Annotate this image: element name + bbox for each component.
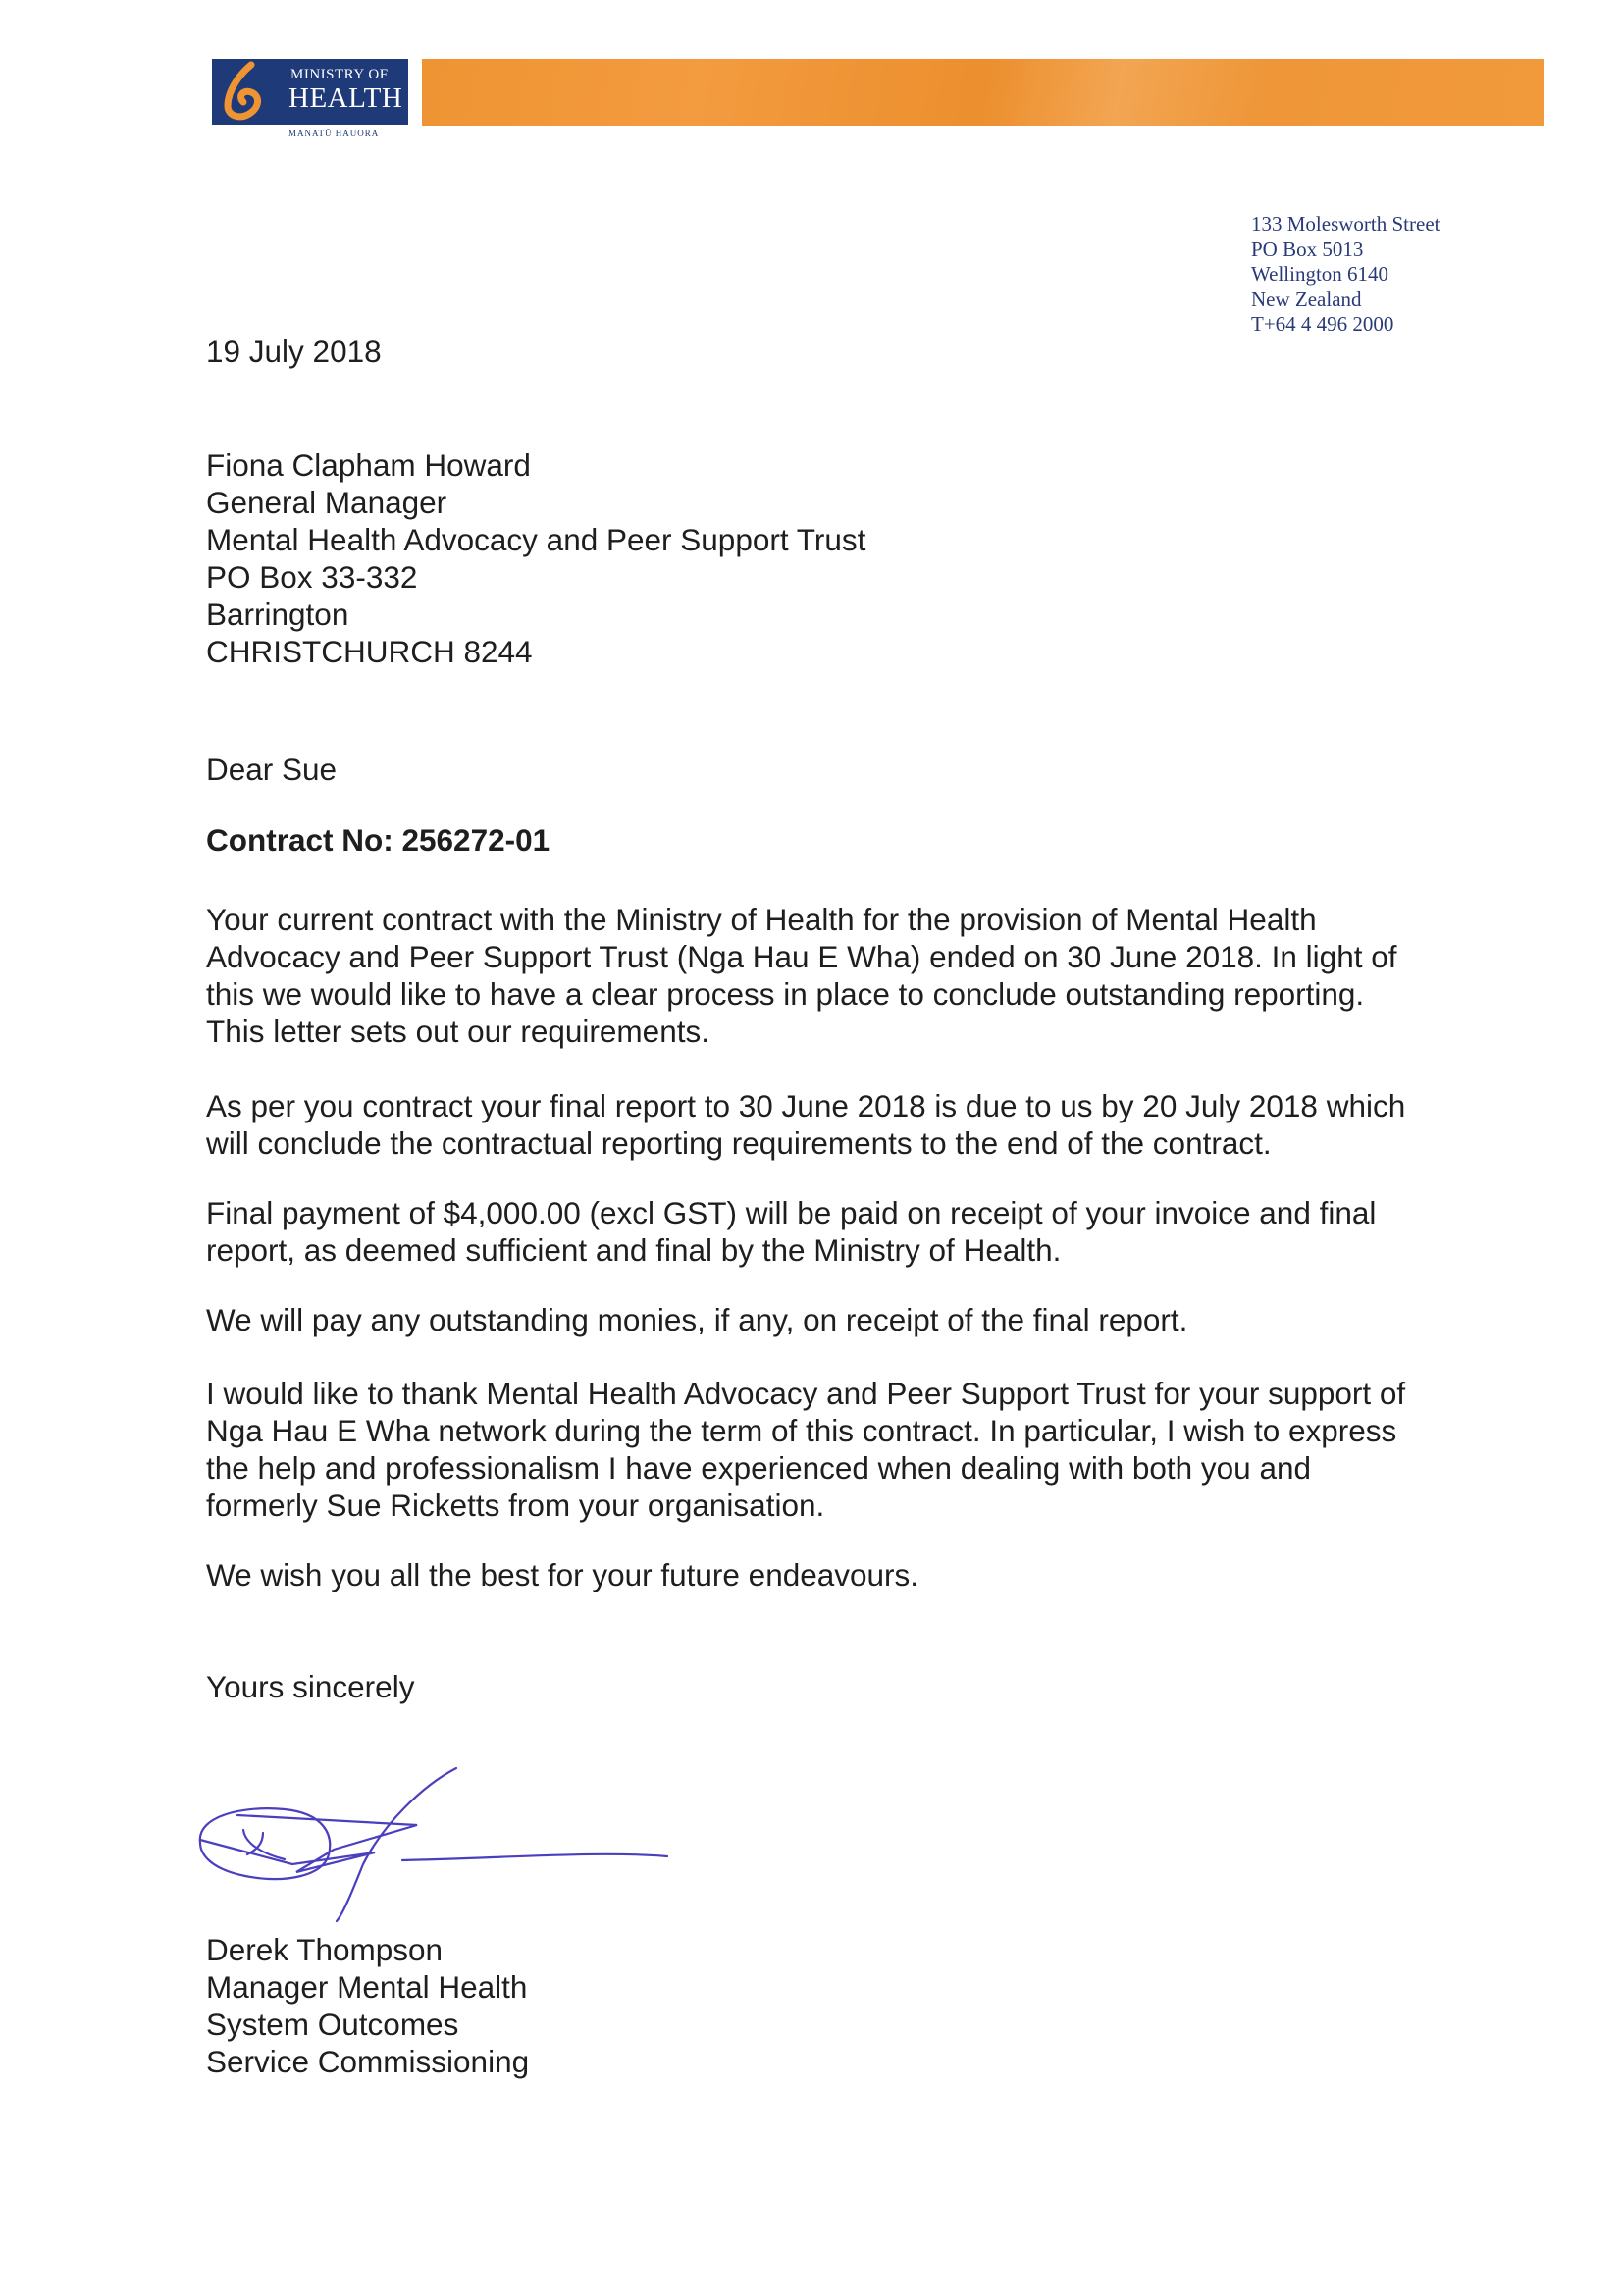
text-line: We will pay any outstanding monies, if any, on receipt of the final report. — [206, 1302, 1188, 1337]
signatory-name: Derek Thompson — [206, 1932, 444, 1967]
address-line: 133 Molesworth Street — [1251, 212, 1440, 235]
signatory-title: Service Commissioning — [206, 2044, 530, 2079]
logo-text-line1: MINISTRY OF — [290, 67, 389, 82]
address-line: PO Box 5013 — [1251, 236, 1364, 261]
text-line: Final payment of $4,000.00 (excl GST) will be paid on receipt of your invoice and final — [206, 1195, 1377, 1230]
recipient-block — [206, 446, 865, 670]
text-line: the help and professionalism I have experienced when dealing with both you and — [206, 1450, 1312, 1486]
sender-address — [1251, 212, 1440, 338]
koru-icon — [218, 61, 288, 122]
signatory-block — [206, 1931, 529, 2080]
paragraph-2 — [206, 1087, 1405, 1162]
ministry-of-health-logo — [212, 59, 408, 125]
text-line: Advocacy and Peer Support Trust (Nga Hau E Wha) ended on 30 June 2018. In light of — [206, 939, 1397, 974]
address-line: Wellington 6140 — [1251, 262, 1389, 286]
letter-date: 19 July 2018 — [206, 334, 382, 369]
closing: Yours sincerely — [206, 1669, 415, 1704]
recipient-line: General Manager — [206, 485, 447, 520]
logo-text-line2: HEALTH — [288, 82, 403, 114]
address-phone: T+64 4 496 2000 — [1251, 312, 1394, 336]
recipient-line: PO Box 33-332 — [206, 559, 418, 595]
text-line: We wish you all the best for your future endeavours. — [206, 1557, 919, 1592]
paragraph-3 — [206, 1194, 1376, 1269]
text-line: I would like to thank Mental Health Advocacy and Peer Support Trust for your support of — [206, 1376, 1406, 1411]
text-line: this we would like to have a clear process in place to conclude outstanding reporting. — [206, 976, 1365, 1012]
text-line: Your current contract with the Ministry of Health for the provision of Mental Health — [206, 902, 1317, 937]
paragraph-5 — [206, 1375, 1405, 1524]
signatory-title: Manager Mental Health — [206, 1969, 528, 2005]
text-line: formerly Sue Ricketts from your organisation. — [206, 1487, 825, 1523]
paragraph-6 — [206, 1556, 918, 1593]
logo-tagline: MANATŪ HAUORA — [288, 129, 380, 138]
recipient-line: Fiona Clapham Howard — [206, 447, 531, 483]
text-line: report, as deemed sufficient and final by the Ministry of Health. — [206, 1232, 1062, 1268]
contract-number: Contract No: 256272-01 — [206, 822, 550, 858]
recipient-line: Barrington — [206, 597, 349, 632]
recipient-line: CHRISTCHURCH 8244 — [206, 634, 533, 669]
letterhead-banner — [422, 59, 1544, 126]
address-line: New Zealand — [1251, 287, 1362, 311]
recipient-line: Mental Health Advocacy and Peer Support Trust — [206, 522, 866, 557]
text-line: Nga Hau E Wha network during the term of this contract. In particular, I wish to express — [206, 1413, 1397, 1448]
signatory-title: System Outcomes — [206, 2007, 459, 2042]
paragraph-1 — [206, 901, 1397, 1050]
salutation: Dear Sue — [206, 752, 338, 787]
paragraph-4 — [206, 1301, 1187, 1338]
text-line: As per you contract your final report to 30 June 2018 is due to us by 20 July 2018 which — [206, 1088, 1406, 1123]
signature — [186, 1756, 697, 1953]
text-line: will conclude the contractual reporting requirements to the end of the contract. — [206, 1125, 1272, 1161]
text-line: This letter sets out our requirements. — [206, 1014, 709, 1049]
